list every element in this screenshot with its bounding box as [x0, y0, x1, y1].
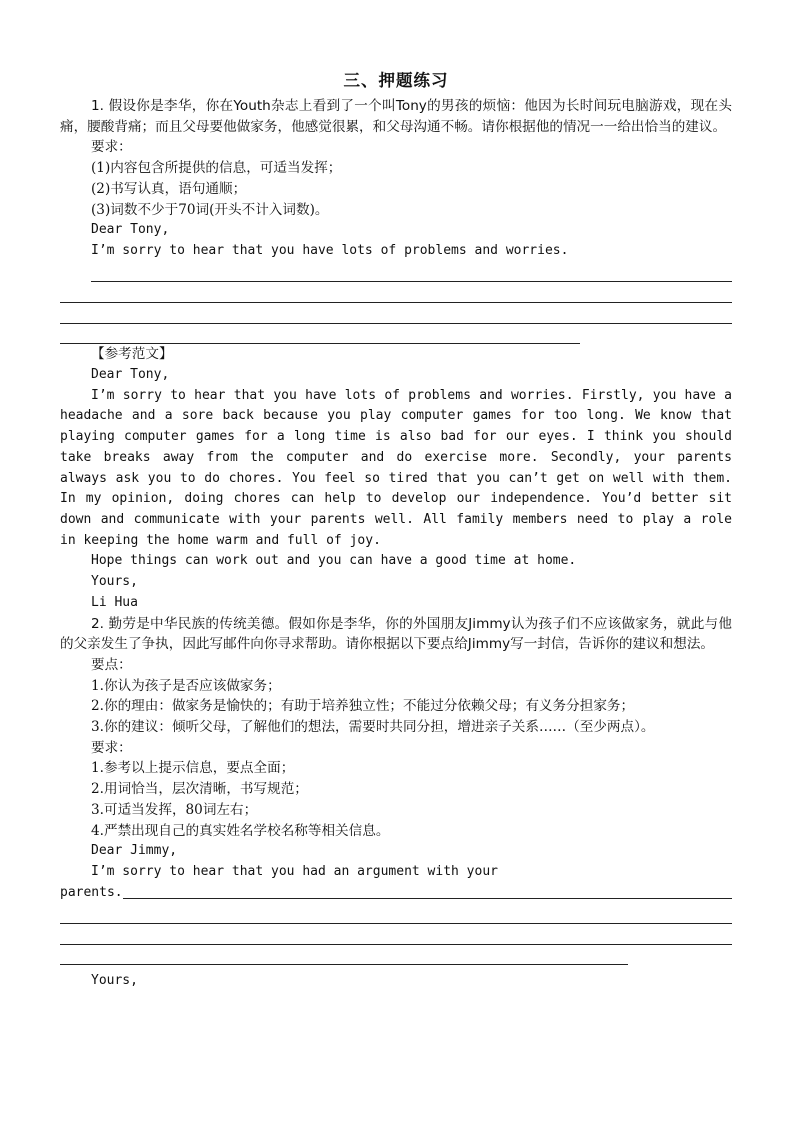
- reference-heading: 【参考范文】: [91, 346, 173, 363]
- q1-requirement-1: (1)内容包含所提供的信息，可适当发挥；: [91, 160, 342, 177]
- q2-salutation: Dear Jimmy,: [91, 843, 178, 859]
- answer-line[interactable]: [60, 924, 732, 945]
- reference-name: Li Hua: [91, 594, 138, 610]
- q2-requirement-3: 3.可适当发挥，80词左右；: [91, 801, 258, 818]
- answer-line[interactable]: [60, 303, 732, 324]
- section-title: 三、押题练习: [343, 71, 449, 90]
- q2-signoff: Yours,: [91, 973, 138, 989]
- answer-line[interactable]: [123, 884, 732, 899]
- q2-point-1: 1.你认为孩子是否应该做家务；: [91, 677, 281, 694]
- q1-requirement-3: (3)词数不少于70词(开头不计入词数)。: [91, 201, 329, 218]
- q2-points-title: 要点：: [91, 656, 132, 673]
- q1-prompt: 1. 假设你是李华，你在Youth杂志上看到了一个叫Tony的男孩的烦恼：他因为长时间玩电脑游戏，现在头痛，腰酸背痛；而且父母要他做家务，他感觉很累，和父母沟通不畅。请你根据他的情况一一给出恰当的建议。: [60, 98, 732, 135]
- reference-salutation: Dear Tony,: [91, 367, 170, 383]
- reference-signoff: Yours,: [91, 574, 138, 590]
- q2-opening-continuation: parents.: [60, 884, 123, 900]
- q2-first-answer-row: [60, 883, 732, 904]
- q1-requirements-title: 要求：: [91, 139, 132, 156]
- answer-line[interactable]: [91, 262, 732, 283]
- reference-closing-line: Hope things can work out and you can have a good time at home.: [91, 553, 577, 569]
- reference-body: I’m sorry to hear that you have lots of problems and worries. Firstly, you have a headache and a sore back because you play computer games for too long. We know that playing computer games for a long time is also bad for our eyes. I think you should take breaks away from the computer and do exercise more. Secondly, your parents always ask you to do chores. You feel so tired that you can’t get on well with them. In my opinion, doing chores can help to develop our independence. You’d better sit down and communicate with your parents well. All family members need to play a role in keeping the home warm and full of joy.: [60, 387, 732, 548]
- q1-opening-line: I’m sorry to hear that you have lots of problems and worries.: [91, 242, 569, 258]
- q2-requirement-4: 4.严禁出现自己的真实姓名学校名称等相关信息。: [91, 822, 390, 839]
- answer-line[interactable]: [60, 945, 628, 966]
- answer-line[interactable]: [60, 282, 732, 303]
- q2-requirement-2: 2.用词恰当，层次清晰，书写规范；: [91, 781, 308, 798]
- answer-line[interactable]: [60, 324, 580, 345]
- q1-salutation: Dear Tony,: [91, 222, 170, 238]
- q2-requirement-1: 1.参考以上提示信息，要点全面；: [91, 760, 295, 777]
- q1-requirement-2: (2)书写认真，语句通顺；: [91, 180, 247, 197]
- q2-prompt: 2. 勤劳是中华民族的传统美德。假如你是李华，你的外国朋友Jimmy认为孩子们不应该做家务，就此与他的父亲发生了争执，因此写邮件向你寻求帮助。请你根据以下要点给Jimmy写一封信，告诉你的建议和想法。: [60, 615, 732, 653]
- q2-opening-line: I’m sorry to hear that you had an argument with your: [91, 863, 498, 879]
- answer-line[interactable]: [60, 903, 732, 924]
- q2-point-3: 3.你的建议：倾听父母，了解他们的想法，需要时共同分担，增进亲子关系……（至少两点）。: [91, 719, 655, 736]
- q2-point-2: 2.你的理由：做家务是愉快的；有助于培养独立性；不能过分依赖父母；有义务分担家务；: [91, 698, 635, 715]
- q2-requirements-title: 要求：: [91, 739, 132, 756]
